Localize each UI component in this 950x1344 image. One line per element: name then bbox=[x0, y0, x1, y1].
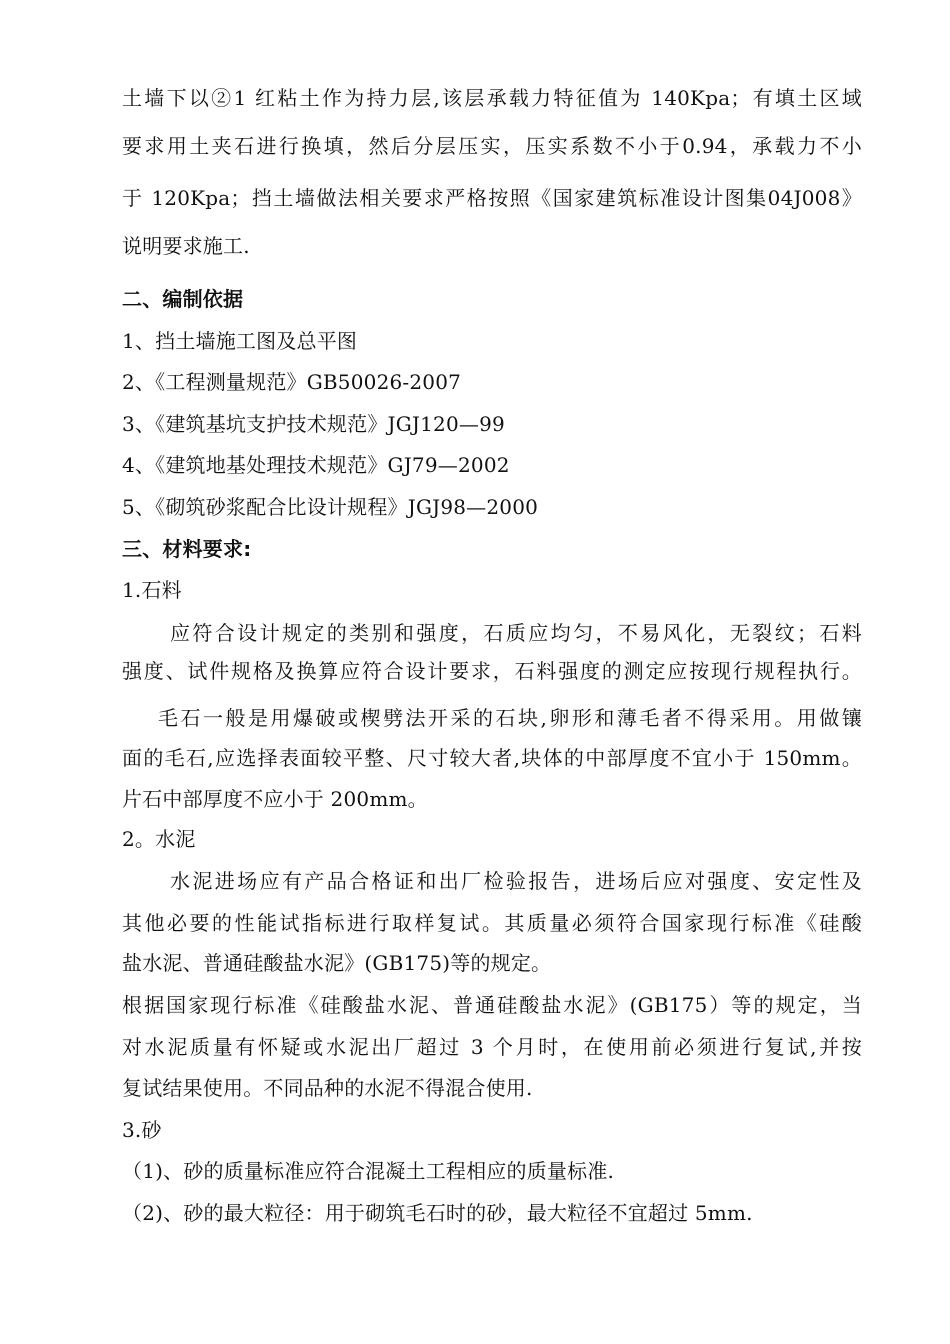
sand-item-2: （2)、砂的最大粒径：用于砌筑毛石时的砂，最大粒径不宜超过 5mm. bbox=[122, 1201, 753, 1225]
stone-p2-line-2: 面的毛石,应选择表面较平整、尺寸较大者,块体的中部厚度不宜小于 150mm。 bbox=[122, 746, 862, 770]
basis-item-5: 5、《砌筑砂浆配合比设计规程》JGJ98—2000 bbox=[122, 495, 539, 519]
sand-title: 3.砂 bbox=[122, 1118, 162, 1142]
cement-p2-line-1: 根据国家现行标准《硅酸盐水泥、普通硅酸盐水泥》(GB175）等的规定，当 bbox=[122, 993, 862, 1017]
cement-p2-line-3: 复试结果使用。不同品种的水泥不得混合使用. bbox=[122, 1076, 533, 1100]
sand-item-1: （1)、砂的质量标准应符合混凝土工程相应的质量标准. bbox=[122, 1159, 615, 1183]
section-2-heading: 二、编制依据 bbox=[122, 287, 244, 311]
stone-title: 1.石料 bbox=[122, 578, 182, 602]
intro-line-2: 要求用土夹石进行换填，然后分层压实，压实系数不小于0.94，承载力不小 bbox=[122, 134, 862, 158]
stone-p2-line-3: 片石中部厚度不应小于 200mm。 bbox=[122, 787, 428, 811]
cement-title: 2。水泥 bbox=[122, 827, 196, 851]
basis-item-1: 1、挡土墙施工图及总平图 bbox=[122, 329, 358, 353]
basis-item-4: 4、《建筑地基处理技术规范》GJ79—2002 bbox=[122, 453, 510, 477]
basis-item-2: 2、《工程测量规范》GB50026-2007 bbox=[122, 370, 462, 394]
cement-p2-line-2: 对水泥质量有怀疑或水泥出厂超过 3 个月时，在使用前必须进行复试,并按 bbox=[122, 1035, 862, 1059]
intro-line-4: 说明要求施工. bbox=[122, 234, 250, 258]
intro-line-1: 土墙下以②1 红粘土作为持力层,该层承载力特征值为 140Kpa；有填土区域 bbox=[122, 86, 862, 110]
cement-p1-line-2: 其他必要的性能试指标进行取样复试。其质量必须符合国家现行标准《硅酸 bbox=[122, 911, 862, 935]
stone-p1-line-2: 强度、试件规格及换算应符合设计要求，石料强度的测定应按现行规程执行。 bbox=[122, 659, 862, 683]
cement-p1-line-1: 水泥进场应有产品合格证和出厂检验报告，进场后应对强度、安定性及 bbox=[170, 869, 862, 893]
basis-item-3: 3、《建筑基坑支护技术规范》JGJ120—99 bbox=[122, 412, 505, 436]
cement-p1-line-3: 盐水泥、普通硅酸盐水泥》(GB175)等的规定。 bbox=[122, 951, 552, 975]
stone-p2-line-1: 毛石一般是用爆破或楔劈法开采的石块,卵形和薄毛者不得采用。用做镶 bbox=[158, 706, 862, 730]
stone-p1-line-1: 应符合设计规定的类别和强度，石质应均匀，不易风化，无裂纹；石料 bbox=[170, 621, 862, 645]
section-3-heading: 三、材料要求: bbox=[122, 537, 252, 561]
intro-line-3: 于 120Kpa；挡土墙做法相关要求严格按照《国家建筑标准设计图集04J008》 bbox=[122, 186, 862, 210]
